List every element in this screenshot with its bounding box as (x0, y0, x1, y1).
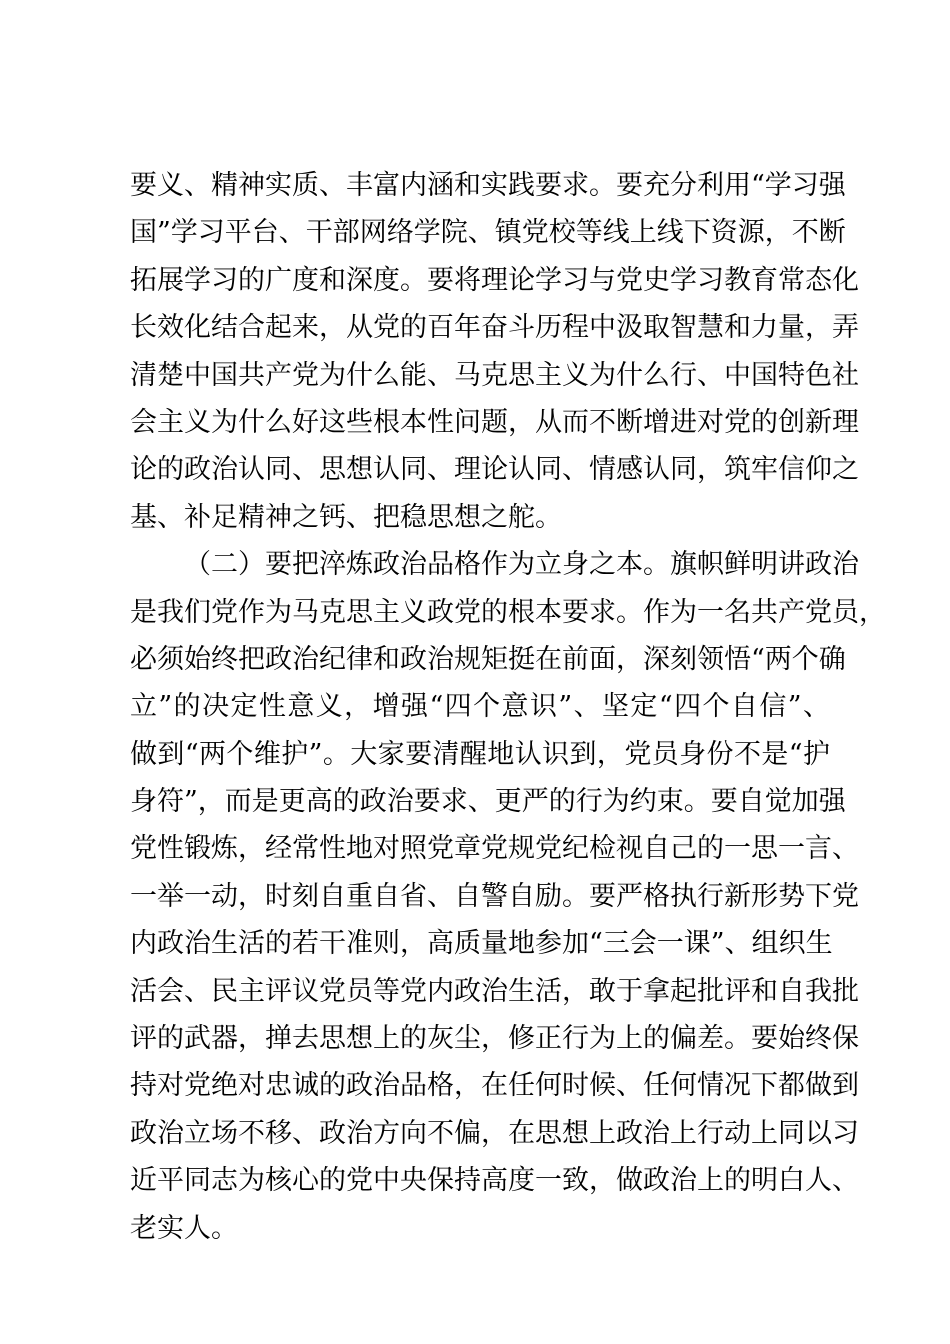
text-line: 要义、精神实质、丰富内涵和实践要求。要充分利用“学习强 (130, 170, 846, 201)
text-line: 清楚中国共产党为什么能、马克思主义为什么行、中国特色社 (130, 359, 859, 391)
section-heading-line: （二）要把淬炼政治品格作为立身之本。旗帜鲜明讲政治 (184, 549, 859, 581)
text-line: 必须始终把政治纪律和政治规矩挺在前面，深刻领悟“两个确 (130, 643, 846, 675)
text-line: 评的武器，掸去思想上的灰尘，修正行为上的偏差。要始终保 (130, 1023, 859, 1055)
text-line: 会主义为什么好这些根本性问题，从而不断增进对党的创新理 (130, 406, 859, 438)
text-line: 一举一动，时刻自重自省、自警自励。要严格执行新形势下党 (130, 880, 859, 912)
text-line: 基、补足精神之钙、把稳思想之舵。 (130, 501, 562, 533)
text-line: 政治立场不移、政治方向不偏，在思想上政治上行动上同以习 (130, 1117, 859, 1149)
text-line: 拓展学习的广度和深度。要将理论学习与党史学习教育常态化 (130, 264, 859, 296)
text-line: 内政治生活的若干准则，高质量地参加“三会一课”、组织生 (130, 928, 833, 960)
body-text (130, 162, 886, 1252)
paragraph-section-two (130, 541, 886, 1252)
text-line: 持对党绝对忠诚的政治品格，在任何时候、任何情况下都做到 (130, 1070, 859, 1102)
text-line: 做到“两个维护”。大家要清醒地认识到，党员身份不是“护 (130, 738, 830, 770)
paragraph-continuation (130, 162, 859, 541)
text-line: 老实人。 (130, 1212, 238, 1244)
text-line: 论的政治认同、思想认同、理论认同、情感认同，筑牢信仰之 (130, 454, 859, 486)
text-line: 党性锻炼，经常性地对照党章党规党纪检视自己的一思一言、 (130, 833, 859, 865)
text-line: 身符”，而是更高的政治要求、更严的行为约束。要自觉加强 (130, 786, 846, 818)
text-line: 活会、民主评议党员等党内政治生活，敢于拿起批评和自我批 (130, 975, 859, 1007)
text-line: 长效化结合起来，从党的百年奋斗历程中汲取智慧和力量，弄 (130, 312, 859, 344)
text-line: 是我们党作为马克思主义政党的根本要求。作为一名共产党员， (130, 596, 886, 628)
text-line: 近平同志为核心的党中央保持高度一致，做政治上的明白人、 (130, 1165, 859, 1197)
text-line: 国”学习平台、干部网络学院、镇党校等线上线下资源，不断 (130, 217, 846, 249)
text-line: 立”的决定性意义，增强“四个意识”、坚定“四个自信”、 (130, 691, 830, 723)
